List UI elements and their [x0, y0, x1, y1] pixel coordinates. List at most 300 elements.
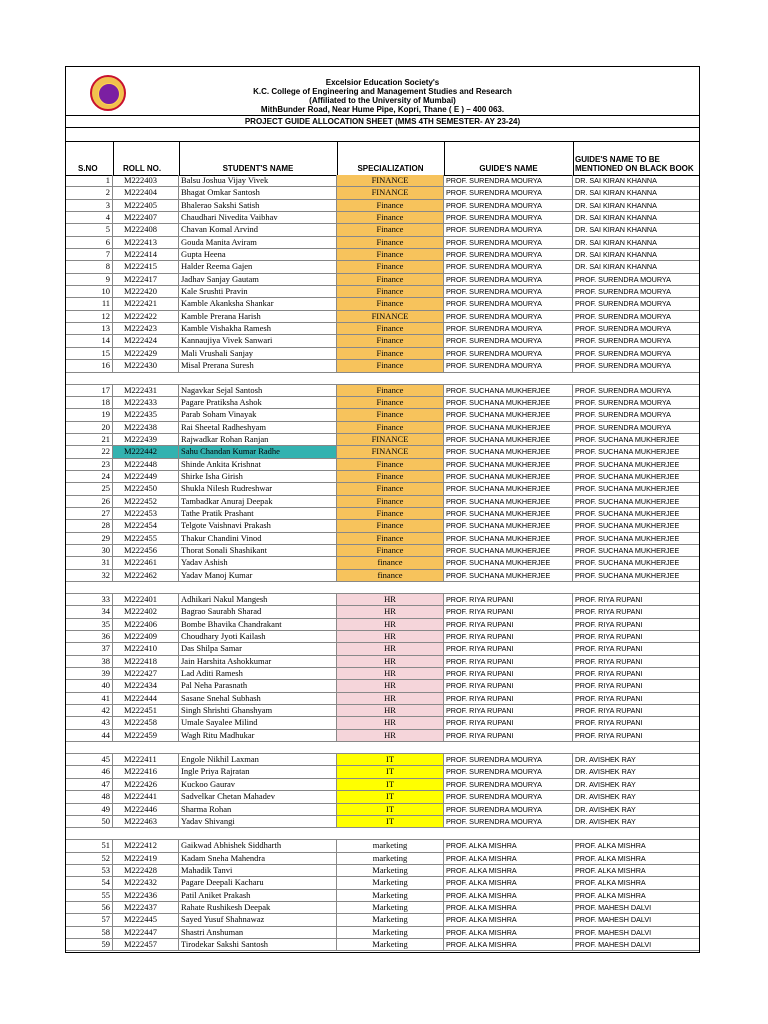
student-name-cell: Kamble Prerana Harish	[179, 311, 337, 322]
specialization-cell: Finance	[337, 520, 444, 531]
specialization-cell: Finance	[337, 360, 444, 371]
roll-no-cell: M222421	[113, 298, 179, 309]
roll-no-cell: M222420	[113, 286, 179, 297]
roll-no-cell: M222451	[113, 705, 179, 716]
specialization-cell: Finance	[337, 385, 444, 396]
student-name-cell: Gupta Heena	[179, 249, 337, 260]
guide-name-cell: PROF. RIYA RUPANI	[444, 705, 573, 716]
roll-no-cell: M222406	[113, 619, 179, 630]
specialization-cell: Finance	[337, 533, 444, 544]
table-row	[66, 643, 699, 655]
guide-name-cell: PROF. SUCHANA MUKHERJEE	[444, 557, 573, 568]
student-name-cell: Sahu Chandan Kumar Radhe	[179, 446, 337, 457]
roll-no-cell: M222438	[113, 422, 179, 433]
roll-no-cell: M222401	[113, 594, 179, 605]
black-book-guide-cell: PROF. SURENDRA MOURYA	[575, 422, 671, 432]
sno-cell: 45	[66, 754, 113, 765]
student-name-cell: Kuckoo Gaurav	[179, 779, 337, 790]
specialization-cell: Marketing	[337, 914, 444, 925]
sno-cell: 20	[66, 422, 113, 433]
black-book-guide-cell: DR. SAI KIRAN KHANNA	[575, 237, 657, 247]
header-specialization: SPECIALIZATION	[357, 164, 424, 173]
black-book-guide-cell: PROF. ALKA MISHRA	[575, 853, 646, 863]
black-book-guide-cell: DR. AVISHEK RAY	[575, 755, 636, 765]
specialization-cell: FINANCE	[337, 311, 444, 322]
specialization-cell: Finance	[337, 200, 444, 211]
sno-cell: 33	[66, 594, 113, 605]
specialization-cell: HR	[337, 717, 444, 728]
sno-cell: 12	[66, 311, 113, 322]
table-row	[66, 816, 699, 828]
table-row	[66, 175, 699, 187]
roll-no-cell: M222414	[113, 249, 179, 260]
roll-no-cell: M222458	[113, 717, 179, 728]
guide-name-cell: PROF. SUCHANA MUKHERJEE	[444, 397, 573, 408]
table-row	[66, 631, 699, 643]
roll-no-cell: M222461	[113, 557, 179, 568]
table-row	[66, 668, 699, 680]
sno-cell: 56	[66, 902, 113, 913]
student-name-cell: Jadhav Sanjay Gautam	[179, 274, 337, 285]
specialization-cell: IT	[337, 754, 444, 765]
student-name-cell: Jain Harshita Ashokkumar	[179, 656, 337, 667]
specialization-cell: Finance	[337, 422, 444, 433]
table-row	[66, 409, 699, 421]
table-row	[66, 323, 699, 335]
sno-cell: 34	[66, 606, 113, 617]
specialization-cell: Finance	[337, 459, 444, 470]
specialization-cell: HR	[337, 668, 444, 679]
sno-cell: 13	[66, 323, 113, 334]
guide-name-cell: PROF. SUCHANA MUKHERJEE	[444, 570, 573, 581]
table-row	[66, 249, 699, 261]
roll-no-cell: M222430	[113, 360, 179, 371]
roll-no-cell: M222418	[113, 656, 179, 667]
sno-cell: 5	[66, 224, 113, 235]
guide-name-cell: PROF. ALKA MISHRA	[444, 853, 573, 864]
sno-cell: 41	[66, 693, 113, 704]
student-name-cell: Balsu Joshua Vijay Vivek	[179, 175, 337, 186]
student-name-cell: Thakur Chandini Vinod	[179, 533, 337, 544]
sno-cell: 59	[66, 939, 113, 950]
spacer-row	[66, 582, 699, 594]
column-headers	[66, 141, 699, 175]
student-name-cell: Wagh Ritu Madhukar	[179, 730, 337, 741]
specialization-cell: Marketing	[337, 865, 444, 876]
table-row	[66, 853, 699, 865]
black-book-guide-cell: DR. SAI KIRAN KHANNA	[575, 213, 657, 223]
sno-cell: 1	[66, 175, 113, 186]
specialization-cell: Finance	[337, 212, 444, 223]
table-row	[66, 533, 699, 545]
sno-cell: 22	[66, 446, 113, 457]
black-book-guide-cell: PROF. SURENDRA MOURYA	[575, 311, 671, 321]
specialization-cell: FINANCE	[337, 175, 444, 186]
sno-cell: 35	[66, 619, 113, 630]
specialization-cell: HR	[337, 594, 444, 605]
guide-name-cell: PROF. RIYA RUPANI	[444, 717, 573, 728]
roll-no-cell: M222454	[113, 520, 179, 531]
sno-cell: 48	[66, 791, 113, 802]
guide-name-cell: PROF. ALKA MISHRA	[444, 914, 573, 925]
student-name-cell: Yadav Manoj Kumar	[179, 570, 337, 581]
roll-no-cell: M222442	[113, 446, 179, 457]
black-book-guide-cell: PROF. ALKA MISHRA	[575, 865, 646, 875]
sno-cell: 2	[66, 187, 113, 198]
table-row	[66, 335, 699, 347]
society-name: Excelsior Education Society's	[325, 78, 440, 87]
student-name-cell: Sasane Snehal Subhash	[179, 693, 337, 704]
sno-cell: 43	[66, 717, 113, 728]
specialization-cell: Finance	[337, 335, 444, 346]
guide-name-cell: PROF. ALKA MISHRA	[444, 927, 573, 938]
guide-name-cell: PROF. SURENDRA MOURYA	[444, 360, 573, 371]
black-book-guide-cell: PROF. ALKA MISHRA	[575, 841, 646, 851]
black-book-guide-cell: DR. AVISHEK RAY	[575, 779, 636, 789]
spacer-row	[66, 742, 699, 754]
guide-name-cell: PROF. SUCHANA MUKHERJEE	[444, 533, 573, 544]
student-name-cell: Lad Aditi Ramesh	[179, 668, 337, 679]
spacer-row	[66, 373, 699, 385]
black-book-guide-cell: PROF. SURENDRA MOURYA	[575, 410, 671, 420]
guide-name-cell: PROF. SURENDRA MOURYA	[444, 286, 573, 297]
specialization-cell: HR	[337, 656, 444, 667]
student-name-cell: Tambadkar Anuraj Deepak	[179, 496, 337, 507]
sno-cell: 31	[66, 557, 113, 568]
student-name-cell: Kannaujiya Vivek Sanwari	[179, 335, 337, 346]
sno-cell: 40	[66, 680, 113, 691]
guide-name-cell: PROF. SURENDRA MOURYA	[444, 766, 573, 777]
student-name-cell: Mali Vrushali Sanjay	[179, 348, 337, 359]
black-book-guide-cell: PROF. MAHESH DALVI	[575, 927, 652, 937]
roll-no-cell: M222463	[113, 816, 179, 827]
roll-no-cell: M222417	[113, 274, 179, 285]
specialization-cell: IT	[337, 791, 444, 802]
student-name-cell: Shastri Anshuman	[179, 927, 337, 938]
black-book-guide-cell: PROF. SUCHANA MUKHERJEE	[575, 508, 680, 518]
sno-cell: 54	[66, 877, 113, 888]
specialization-cell: HR	[337, 619, 444, 630]
spacer-row	[66, 828, 699, 840]
table-row	[66, 520, 699, 532]
guide-name-cell: PROF. SURENDRA MOURYA	[444, 779, 573, 790]
guide-name-cell: PROF. SUCHANA MUKHERJEE	[444, 483, 573, 494]
student-name-cell: Yadav Shivangi	[179, 816, 337, 827]
roll-no-cell: M222447	[113, 927, 179, 938]
roll-no-cell: M222403	[113, 175, 179, 186]
specialization-cell: Finance	[337, 348, 444, 359]
specialization-cell: Finance	[337, 471, 444, 482]
table-row	[66, 865, 699, 877]
roll-no-cell: M222407	[113, 212, 179, 223]
black-book-guide-cell: PROF. SUCHANA MUKHERJEE	[575, 558, 680, 568]
specialization-cell: Finance	[337, 483, 444, 494]
sno-cell: 32	[66, 570, 113, 581]
specialization-cell: Finance	[337, 323, 444, 334]
roll-no-cell: M222444	[113, 693, 179, 704]
allocation-sheet	[65, 66, 700, 953]
specialization-cell: Finance	[337, 224, 444, 235]
guide-name-cell: PROF. SURENDRA MOURYA	[444, 298, 573, 309]
table-row	[66, 446, 699, 458]
roll-no-cell: M222452	[113, 496, 179, 507]
black-book-guide-cell: PROF. SURENDRA MOURYA	[575, 287, 671, 297]
table-row	[66, 840, 699, 852]
roll-no-cell: M222404	[113, 187, 179, 198]
black-book-guide-cell: PROF. RIYA RUPANI	[575, 718, 643, 728]
table-row	[66, 754, 699, 766]
sno-cell: 8	[66, 261, 113, 272]
specialization-cell: IT	[337, 816, 444, 827]
table-row	[66, 385, 699, 397]
guide-name-cell: PROF. SUCHANA MUKHERJEE	[444, 459, 573, 470]
student-name-cell: Adhikari Nakul Mangesh	[179, 594, 337, 605]
sno-cell: 19	[66, 409, 113, 420]
specialization-cell: Finance	[337, 237, 444, 248]
guide-name-cell: PROF. SURENDRA MOURYA	[444, 311, 573, 322]
student-name-cell: Chavan Komal Arvind	[179, 224, 337, 235]
sno-cell: 51	[66, 840, 113, 851]
table-row	[66, 570, 699, 582]
student-name-cell: Kamble Vishakha Ramesh	[179, 323, 337, 334]
sno-cell: 25	[66, 483, 113, 494]
guide-name-cell: PROF. SURENDRA MOURYA	[444, 323, 573, 334]
specialization-cell: Finance	[337, 249, 444, 260]
sno-cell: 57	[66, 914, 113, 925]
sno-cell: 46	[66, 766, 113, 777]
table-row	[66, 298, 699, 310]
table-row	[66, 606, 699, 618]
black-book-guide-cell: PROF. ALKA MISHRA	[575, 890, 646, 900]
table-row	[66, 434, 699, 446]
black-book-guide-cell: PROF. RIYA RUPANI	[575, 607, 643, 617]
table-row	[66, 914, 699, 926]
guide-name-cell: PROF. SURENDRA MOURYA	[444, 791, 573, 802]
table-row	[66, 483, 699, 495]
table-row	[66, 261, 699, 273]
guide-name-cell: PROF. SUCHANA MUKHERJEE	[444, 508, 573, 519]
guide-name-cell: PROF. RIYA RUPANI	[444, 668, 573, 679]
black-book-guide-cell: PROF. RIYA RUPANI	[575, 669, 643, 679]
table-row	[66, 496, 699, 508]
guide-name-cell: PROF. RIYA RUPANI	[444, 606, 573, 617]
specialization-cell: Marketing	[337, 890, 444, 901]
guide-name-cell: PROF. SUCHANA MUKHERJEE	[444, 496, 573, 507]
sno-cell: 9	[66, 274, 113, 285]
roll-no-cell: M222435	[113, 409, 179, 420]
table-row	[66, 680, 699, 692]
black-book-guide-cell: PROF. RIYA RUPANI	[575, 619, 643, 629]
student-name-cell: Das Shilpa Samar	[179, 643, 337, 654]
roll-no-cell: M222411	[113, 754, 179, 765]
roll-no-cell: M222424	[113, 335, 179, 346]
guide-name-cell: PROF. SUCHANA MUKHERJEE	[444, 520, 573, 531]
specialization-cell: Finance	[337, 409, 444, 420]
specialization-cell: Finance	[337, 508, 444, 519]
table-row	[66, 779, 699, 791]
specialization-cell: HR	[337, 705, 444, 716]
black-book-guide-cell: DR. SAI KIRAN KHANNA	[575, 188, 657, 198]
table-row	[66, 877, 699, 889]
student-name-cell: Nagavkar Sejal Santosh	[179, 385, 337, 396]
table-row	[66, 791, 699, 803]
student-name-cell: Choudhary Jyoti Kailash	[179, 631, 337, 642]
black-book-guide-cell: PROF. SUCHANA MUKHERJEE	[575, 570, 680, 580]
guide-name-cell: PROF. SURENDRA MOURYA	[444, 187, 573, 198]
table-row	[66, 212, 699, 224]
sno-cell: 36	[66, 631, 113, 642]
student-name-cell: Kamble Akanksha Shankar	[179, 298, 337, 309]
roll-no-cell: M222432	[113, 877, 179, 888]
student-name-cell: Bhalerao Sakshi Satish	[179, 200, 337, 211]
student-name-cell: Bagrao Saurabh Sharad	[179, 606, 337, 617]
black-book-guide-cell: PROF. SURENDRA MOURYA	[575, 397, 671, 407]
table-row	[66, 927, 699, 939]
guide-name-cell: PROF. ALKA MISHRA	[444, 840, 573, 851]
guide-name-cell: PROF. RIYA RUPANI	[444, 643, 573, 654]
guide-name-cell: PROF. RIYA RUPANI	[444, 619, 573, 630]
roll-no-cell: M222437	[113, 902, 179, 913]
roll-no-cell: M222456	[113, 545, 179, 556]
student-name-cell: Shirke Isha Girish	[179, 471, 337, 482]
table-row	[66, 224, 699, 236]
roll-no-cell: M222439	[113, 434, 179, 445]
roll-no-cell: M222433	[113, 397, 179, 408]
specialization-cell: marketing	[337, 853, 444, 864]
roll-no-cell: M222415	[113, 261, 179, 272]
student-name-cell: Tirodekar Sakshi Santosh	[179, 939, 337, 950]
allocation-table-body	[66, 175, 699, 951]
guide-name-cell: PROF. SURENDRA MOURYA	[444, 224, 573, 235]
sno-cell: 11	[66, 298, 113, 309]
sno-cell: 24	[66, 471, 113, 482]
black-book-guide-cell: PROF. RIYA RUPANI	[575, 730, 643, 740]
guide-name-cell: PROF. SURENDRA MOURYA	[444, 249, 573, 260]
black-book-guide-cell: PROF. SURENDRA MOURYA	[575, 361, 671, 371]
roll-no-cell: M222402	[113, 606, 179, 617]
guide-name-cell: PROF. SURENDRA MOURYA	[444, 348, 573, 359]
student-name-cell: Misal Prerana Suresh	[179, 360, 337, 371]
specialization-cell: Finance	[337, 397, 444, 408]
roll-no-cell: M222459	[113, 730, 179, 741]
specialization-cell: HR	[337, 680, 444, 691]
specialization-cell: finance	[337, 557, 444, 568]
roll-no-cell: M222409	[113, 631, 179, 642]
guide-name-cell: PROF. SUCHANA MUKHERJEE	[444, 446, 573, 457]
black-book-guide-cell: PROF. SURENDRA MOURYA	[575, 336, 671, 346]
sno-cell: 4	[66, 212, 113, 223]
specialization-cell: marketing	[337, 840, 444, 851]
student-name-cell: Patil Aniket Prakash	[179, 890, 337, 901]
specialization-cell: Finance	[337, 286, 444, 297]
student-name-cell: Singh Shrishti Ghanshyam	[179, 705, 337, 716]
table-row	[66, 730, 699, 742]
roll-no-cell: M222431	[113, 385, 179, 396]
guide-name-cell: PROF. SURENDRA MOURYA	[444, 212, 573, 223]
specialization-cell: HR	[337, 606, 444, 617]
guide-name-cell: PROF. RIYA RUPANI	[444, 693, 573, 704]
black-book-guide-cell: DR. SAI KIRAN KHANNA	[575, 250, 657, 260]
table-row	[66, 508, 699, 520]
specialization-cell: FINANCE	[337, 434, 444, 445]
table-row	[66, 200, 699, 212]
guide-name-cell: PROF. SUCHANA MUKHERJEE	[444, 422, 573, 433]
sno-cell: 55	[66, 890, 113, 901]
black-book-guide-cell: PROF. RIYA RUPANI	[575, 706, 643, 716]
student-name-cell: Bombe Bhavika Chandrakant	[179, 619, 337, 630]
sno-cell: 17	[66, 385, 113, 396]
black-book-guide-cell: DR. SAI KIRAN KHANNA	[575, 225, 657, 235]
sno-cell: 7	[66, 249, 113, 260]
header-black-book-line1: GUIDE'S NAME TO BE	[575, 155, 660, 164]
guide-name-cell: PROF. SURENDRA MOURYA	[444, 804, 573, 815]
sno-cell: 44	[66, 730, 113, 741]
sheet-title: PROJECT GUIDE ALLOCATION SHEET (MMS 4TH SEMESTER- AY 23-24)	[244, 117, 521, 126]
student-name-cell: Gouda Manita Aviram	[179, 237, 337, 248]
sno-cell: 27	[66, 508, 113, 519]
guide-name-cell: PROF. SUCHANA MUKHERJEE	[444, 545, 573, 556]
black-book-guide-cell: PROF. SURENDRA MOURYA	[575, 348, 671, 358]
student-name-cell: Ingle Priya Rajratan	[179, 766, 337, 777]
guide-name-cell: PROF. SURENDRA MOURYA	[444, 754, 573, 765]
student-name-cell: Pagare Deepali Kacharu	[179, 877, 337, 888]
black-book-guide-cell: PROF. SUCHANA MUKHERJEE	[575, 434, 680, 444]
table-row	[66, 693, 699, 705]
specialization-cell: Finance	[337, 496, 444, 507]
student-name-cell: Pal Neha Parasnath	[179, 680, 337, 691]
sno-cell: 42	[66, 705, 113, 716]
affiliation: (Affiliated to the University of Mumbai)	[309, 96, 456, 105]
guide-name-cell: PROF. ALKA MISHRA	[444, 865, 573, 876]
black-book-guide-cell: PROF. SUCHANA MUKHERJEE	[575, 545, 680, 555]
sno-cell: 6	[66, 237, 113, 248]
black-book-guide-cell: PROF. SURENDRA MOURYA	[575, 299, 671, 309]
roll-no-cell: M222445	[113, 914, 179, 925]
guide-name-cell: PROF. ALKA MISHRA	[444, 939, 573, 950]
specialization-cell: IT	[337, 779, 444, 790]
sno-cell: 37	[66, 643, 113, 654]
guide-name-cell: PROF. ALKA MISHRA	[444, 877, 573, 888]
student-name-cell: Kadam Sneha Mahendra	[179, 853, 337, 864]
guide-name-cell: PROF. RIYA RUPANI	[444, 730, 573, 741]
roll-no-cell: M222441	[113, 791, 179, 802]
table-row	[66, 939, 699, 951]
student-name-cell: Mahadik Tanvi	[179, 865, 337, 876]
specialization-cell: HR	[337, 693, 444, 704]
guide-name-cell: PROF. RIYA RUPANI	[444, 594, 573, 605]
specialization-cell: Finance	[337, 545, 444, 556]
black-book-guide-cell: DR. AVISHEK RAY	[575, 792, 636, 802]
guide-name-cell: PROF. SUCHANA MUKHERJEE	[444, 471, 573, 482]
black-book-guide-cell: PROF. SURENDRA MOURYA	[575, 385, 671, 395]
roll-no-cell: M222449	[113, 471, 179, 482]
table-row	[66, 890, 699, 902]
table-row	[66, 656, 699, 668]
roll-no-cell: M222423	[113, 323, 179, 334]
table-row	[66, 705, 699, 717]
roll-no-cell: M222462	[113, 570, 179, 581]
sno-cell: 23	[66, 459, 113, 470]
guide-name-cell: PROF. SURENDRA MOURYA	[444, 237, 573, 248]
table-row	[66, 619, 699, 631]
student-name-cell: Umale Sayalee Milind	[179, 717, 337, 728]
sno-cell: 16	[66, 360, 113, 371]
black-book-guide-cell: PROF. SUCHANA MUKHERJEE	[575, 459, 680, 469]
table-row	[66, 422, 699, 434]
table-row	[66, 348, 699, 360]
roll-no-cell: M222434	[113, 680, 179, 691]
roll-no-cell: M222408	[113, 224, 179, 235]
